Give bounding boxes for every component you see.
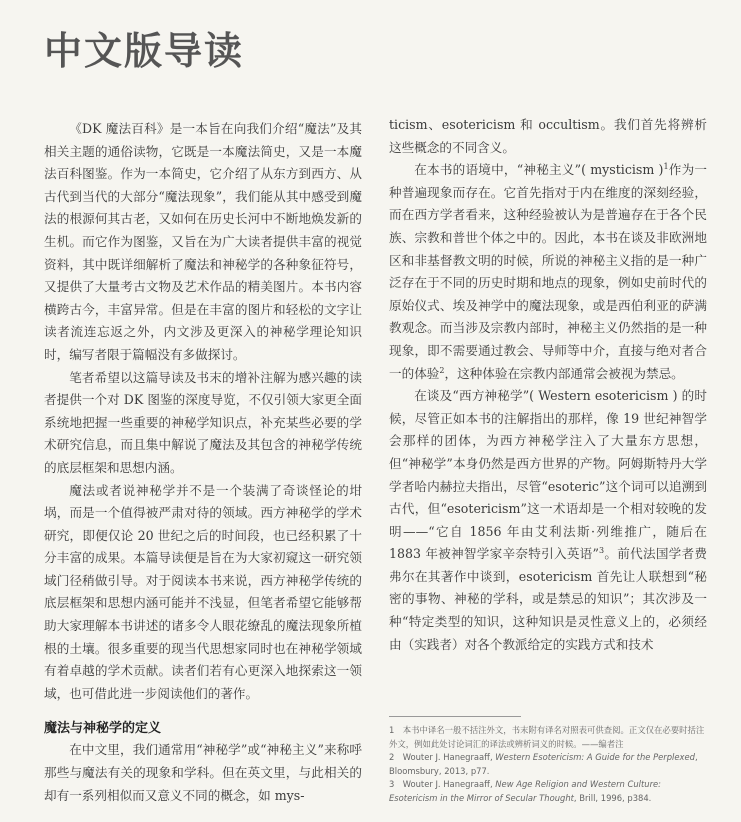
paragraph bbox=[389, 159, 707, 385]
text-run: , Brill, 1996, p384. bbox=[573, 792, 652, 803]
paragraph bbox=[389, 385, 707, 656]
footnote-divider bbox=[389, 716, 521, 717]
paragraph: 笔者希望以这篇导读及书末的增补注解为感兴趣的读者提供一个对 DK 图鉴的深度导览，不仅引领大家更全面系统地把握一些重要的神秘学知识点，补充某些必要的学术研究信息，而且集中解说了魔法及其包含的神秘学传统的底层框架和思想内涵。 bbox=[44, 369, 362, 475]
footnote: 1 本书中译名一般不括注外文，书末附有译名对照表可供查阅。正文仅在必要时括注外文，例如此处讨论词汇的译法或辨析词义的时候。——编者注 bbox=[389, 725, 705, 749]
text-run: 在谈及“西方神秘学”( Western esotericism ) 的时候，尽管正如本书的注解指出的那样，像 19 世纪神智学会那样的团体，为西方神秘学注入了大量东方思想，但“神秘学”本身仍然是西方世界的产物。阿姆斯特丹大学学者哈内赫拉夫指出，尽管“esoteric”这个词可以追溯到古代，但“esotericism”这一术语却是一个相对较晚的发明——“它自 1856 年由艾利法斯·列维推广，随后在 1883 年被神智学家辛奈特引入英语” bbox=[389, 388, 707, 562]
paragraph: 魔法或者说神秘学并不是一个装满了奇谈怪论的坩埚，而是一个值得被严肃对待的领域。西方神秘学的学术研究，即便仅论 20 世纪之后的时间段，也已经积累了十分丰富的成果。本篇导读便是旨在为大家初窥这一研究领域门径稍做引导。对于阅读本书来说，西方神秘学传统的底层框架和思想内涵可能并不浅显，但笔者希望它能够帮助大家理解本书讲述的诸多令人眼花缭乱的魔法现象所植根的土壤。很多重要的现当代思想家同时也在神秘学领域有着卓越的学术贡献。读者们若有心更深入地探索这一领域，也可借此进一步阅读他们的著作。 bbox=[44, 482, 362, 701]
footnote-ref: 3 bbox=[599, 546, 605, 556]
paragraph: 《DK 魔法百科》是一本旨在向我们介绍“魔法”及其相关主题的通俗读物，它既是一本魔法简史，又是一本魔法百科图鉴。作为一本简史，它介绍了从东方到西方、从古代到当代的大部分“魔法现象”，我们能从其中感受到魔法的根源何其古老，又如何在历史长河中不断地焕发新的生机。而它作为图鉴，又旨在为广大读者提供丰富的视觉资料，其中既详细解析了魔法和神秘学的各种象征符号，又提供了大量考古文物及艺术作品的精美图片。本书内容横跨古今，丰富异常。但是在丰富的图片和轻松的文字让读者流连忘返之外，内文涉及更深入的神秘学理论知识时，编写者限于篇幅没有多做探讨。 bbox=[44, 121, 362, 362]
book-title: Western Esotericism: A Guide for the Perplexed bbox=[495, 752, 695, 762]
book-title: New Age Religion and Western Culture: Esotericism in the Mirror of Secular Thought bbox=[389, 779, 661, 803]
text-run: ，这种体验在宗教内部通常会被视为禁忌。 bbox=[444, 365, 684, 381]
footnote bbox=[389, 751, 711, 778]
left-column bbox=[44, 118, 362, 807]
text-run: , Bloomsbury, 2013, p77. bbox=[389, 752, 698, 776]
section-heading: 魔法与神秘学的定义 bbox=[44, 721, 162, 737]
paragraph: ticism、esotericism 和 occultism。我们首先将辨析这些概念的不同含义。 bbox=[389, 117, 707, 155]
footnote-ref: 1 bbox=[663, 162, 669, 171]
footnotes bbox=[389, 724, 711, 805]
footnote-ref: 2 bbox=[439, 365, 445, 375]
text-run: 2 Wouter J. Hanegraaff, bbox=[389, 752, 493, 762]
text-run: 在本书的语境中，“神秘主义”( mysticism ) bbox=[414, 162, 664, 178]
text-run: 3 Wouter J. Hanegraaff, bbox=[389, 779, 493, 789]
page-title: 中文版导读 bbox=[44, 28, 245, 73]
paragraph: 在中文里，我们通常用“神秘学”或“神秘主义”来称呼那些与魔法有关的现象和学科。但在英文里，与此相关的却有一系列相似而又意义不同的概念，如 mys- bbox=[44, 742, 362, 803]
right-column bbox=[389, 114, 707, 656]
text-run: 。前代法国学者费弗尔在其著作中谈到，esotericism 首先让人联想到“秘密的事物、神秘的学科，或是禁忌的知识”；其次涉及一种“特定类型的知识，这种知识是灵性意义上的，必须经由（实践者）对各个教派给定的实践方式和技术 bbox=[389, 546, 708, 652]
footnote bbox=[389, 778, 711, 805]
text-run: 作为一种普遍现象而存在。它首先指对于内在维度的深刻经验，而在西方学者看来，这种经验被认为是普遍存在于各个民族、宗教和普世个体之中的。因此，本书在谈及非欧洲地区和非基督教文明的时候，所说的神秘主义指的是一种广泛存在于不同的历史时期和地点的现象，例如史前时代的原始仪式、埃及神学中的魔法现象，或是西伯利亚的萨满教观念。而当涉及宗教内部时，神秘主义仍然指的是一种现象，即不需要通过教会、导师等中介，直接与绝对者合一的体验 bbox=[389, 162, 707, 381]
